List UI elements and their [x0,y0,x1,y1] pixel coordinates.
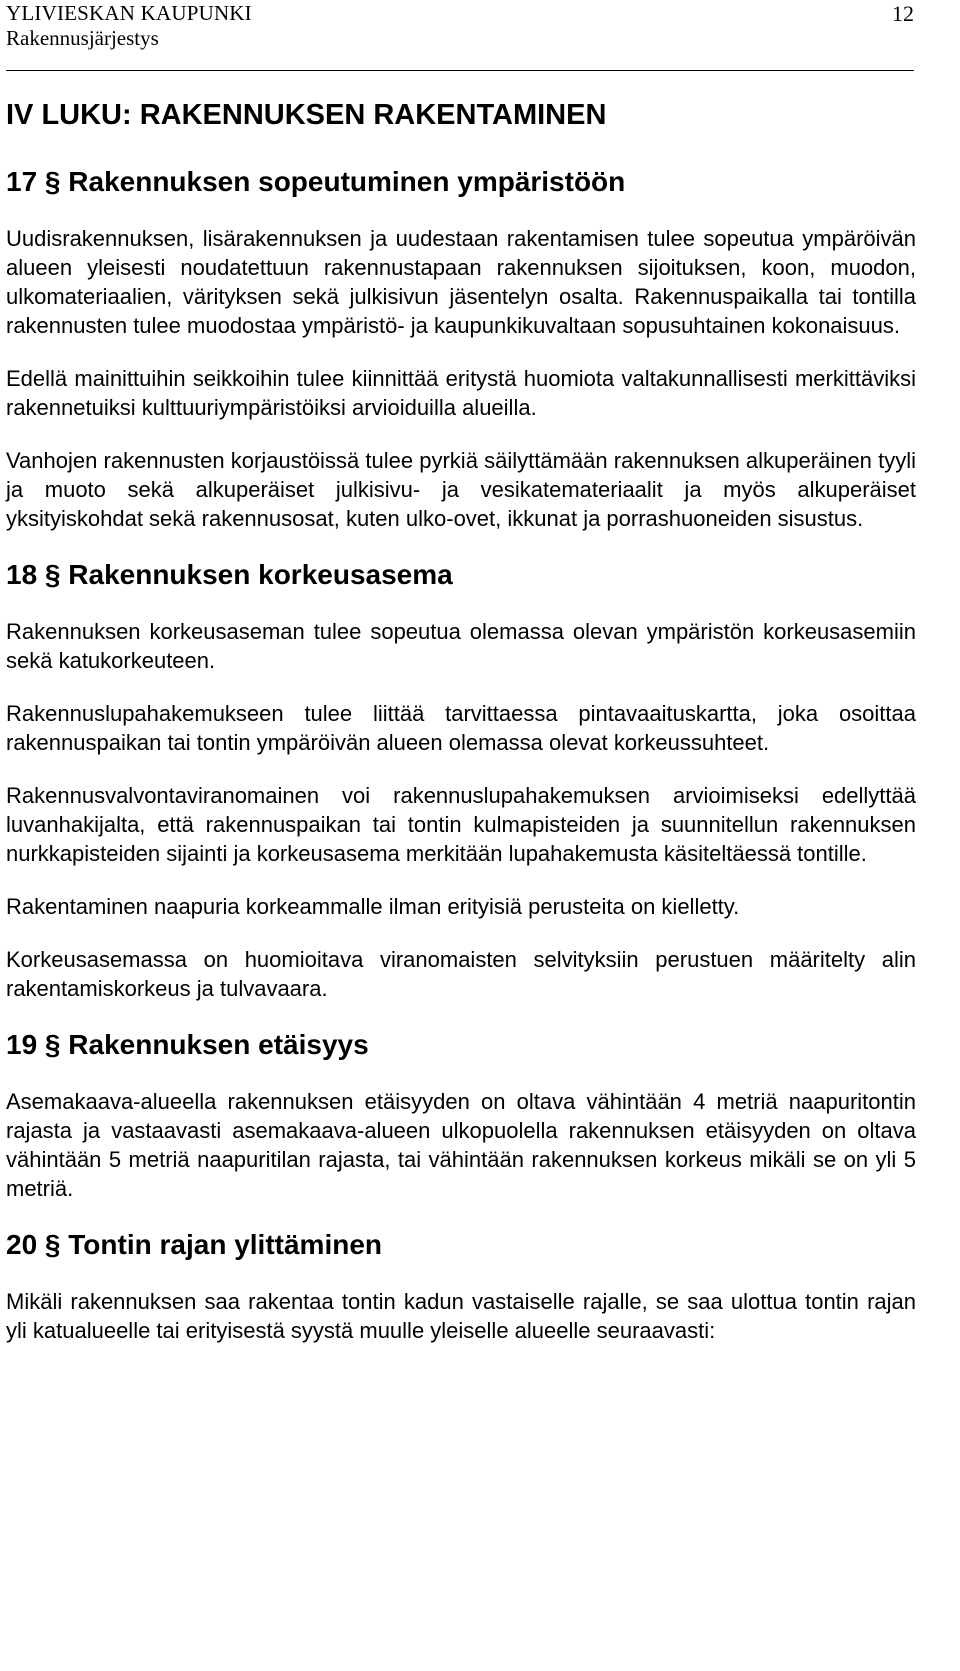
paragraph: Asemakaava-alueella rakennuksen etäisyyden on oltava vähintään 4 metriä naapuritontin rajasta ja vastaavasti asemakaava-alueen ulkopuolella rakennuksen etäisyyden on oltava vähintään 5 metriä naapuritilan rajasta, tai vähintään rakennuksen korkeus mikäli se on yli 5 metriä. [6,1089,916,1201]
paragraph: Korkeusasemassa on huomioitava viranomaisten selvityksiin perustuen määritelty alin rakentamiskorkeus ja tulvavaara. [6,947,916,1001]
section-heading: 19 § Rakennuksen etäisyys [6,1029,369,1060]
paragraph: Uudisrakennuksen, lisärakennuksen ja uudestaan rakentamisen tulee sopeutua ympäröivän alueen yleisesti noudatettuun rakennustapaan rakennuksen sijoituksen, koon, muodon, ulkomateriaalien, värityksen sekä julkisivun jäsentelyn osalta. Rakennuspaikalla tai tontilla rakennusten tulee muodostaa ympäristö- ja kaupunkikuvaltaan sopusuhtainen kokonaisuus. [6,226,916,338]
section-19 [6,1027,916,1203]
header-divider [6,70,914,71]
header-document-title: Rakennusjärjestys [6,26,159,50]
page-number: 12 [892,1,914,26]
section-17 [6,164,916,533]
section-heading: 20 § Tontin rajan ylittäminen [6,1229,383,1260]
section-20 [6,1227,916,1345]
section-heading: 18 § Rakennuksen korkeusasema [6,559,453,590]
paragraph: Edellä mainittuihin seikkoihin tulee kiinnittää eritystä huomiota valtakunnallisesti merkittäviksi rakennetuiksi kulttuuriympäristöiksi arvioiduilla alueilla. [6,366,916,420]
paragraph: Mikäli rakennuksen saa rakentaa tontin kadun vastaiselle rajalle, se saa ulottua tontin rajan yli katualueelle tai erityisestä syystä muulle yleiselle alueelle seuraavasti: [6,1289,916,1343]
header-organization: YLIVIESKAN KAUPUNKI [6,1,252,25]
paragraph: Vanhojen rakennusten korjaustöissä tulee pyrkiä säilyttämään rakennuksen alkuperäinen tyyli ja muoto sekä alkuperäiset julkisivu- ja vesikatemateriaalit ja myös alkuperäiset yksityiskohdat sekä rakennusosat, kuten ulko-ovet, ikkunat ja porrashuoneiden sisustus. [6,448,916,531]
section-18 [6,557,916,1003]
section-heading: 17 § Rakennuksen sopeutuminen ympäristöön [6,166,626,197]
document-body [6,96,916,1369]
paragraph: Rakentaminen naapuria korkeammalle ilman erityisiä perusteita on kielletty. [6,894,740,919]
paragraph: Rakennuksen korkeusaseman tulee sopeutua olemassa olevan ympäristön korkeusasemiin sekä katukorkeuteen. [6,619,916,673]
chapter-title: IV LUKU: RAKENNUKSEN RAKENTAMINEN [6,99,607,131]
paragraph: Rakennusvalvontaviranomainen voi rakennuslupahakemuksen arvioimiseksi edellyttää luvanhakijalta, että rakennuspaikan tai tontin kulmapisteiden ja suunnitellun rakennuksen nurkkapisteiden sijainti ja korkeusasema merkitään lupahakemusta käsiteltäessä tontille. [6,783,916,866]
paragraph: Rakennuslupahakemukseen tulee liittää tarvittaessa pintavaaituskartta, joka osoittaa rakennuspaikan tai tontin ympäröivän alueen olemassa olevat korkeussuhteet. [6,701,916,755]
